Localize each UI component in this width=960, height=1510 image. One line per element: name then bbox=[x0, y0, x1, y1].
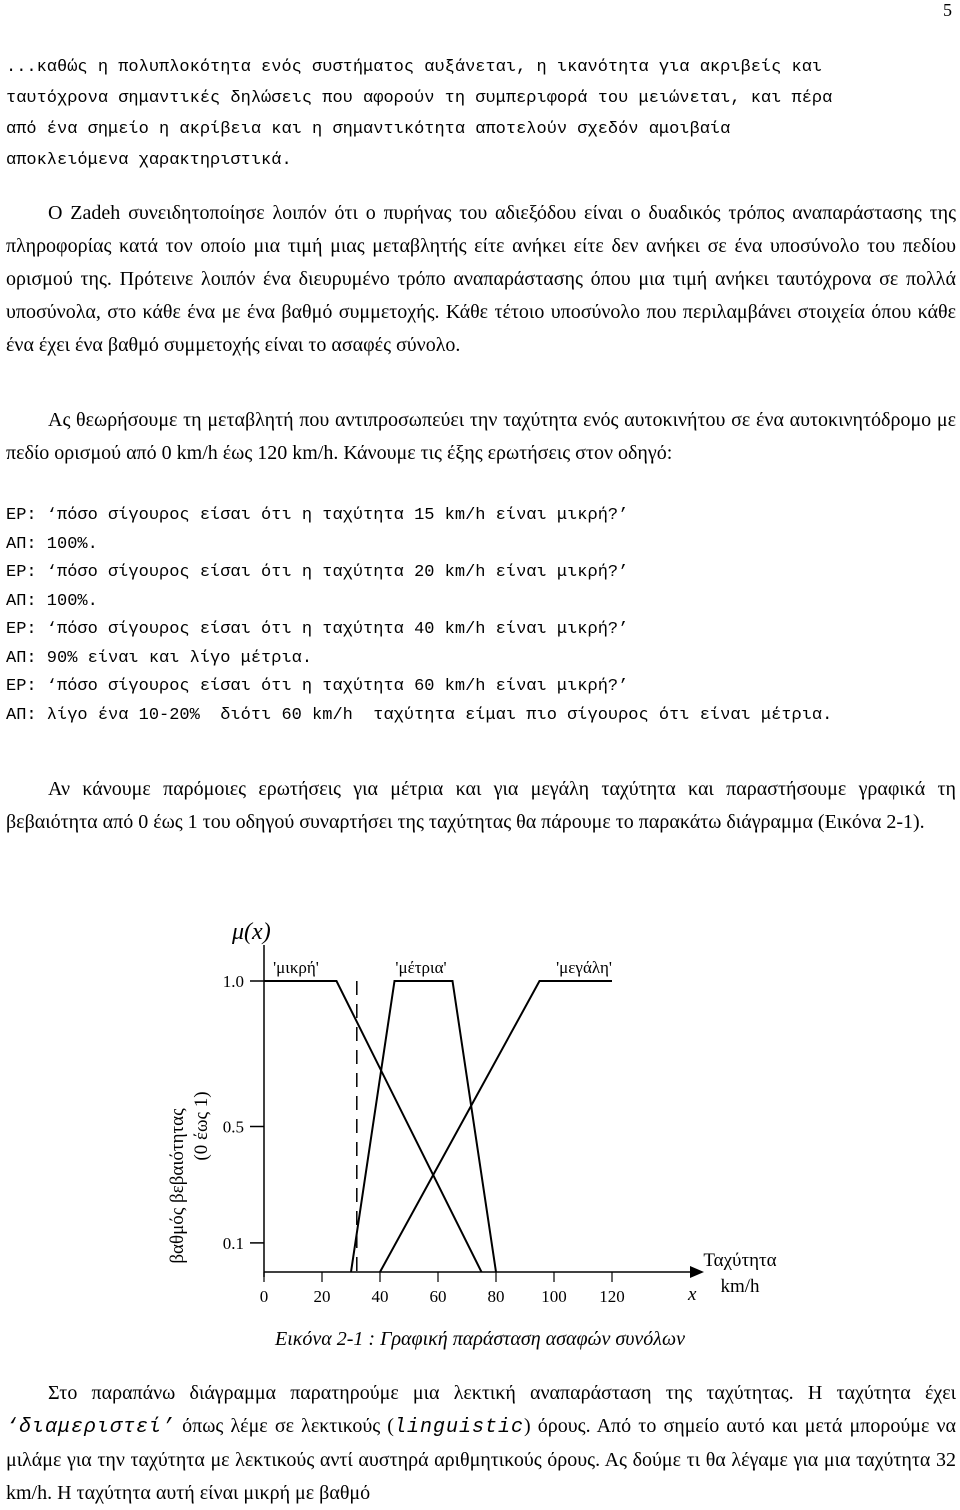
paragraph-graph-text: Αν κάνουμε παρόμοιες ερωτήσεις για μέτρια και για μεγάλη ταχύτητα και παραστήσουμε γραφικά τη βεβαιότητα από 0 έως 1 του οδηγού συναρτήσει της ταχύτητας θα πάρουμε το παρακάτω διάγραμμα (Εικόνα 2-1). bbox=[6, 778, 956, 833]
paragraph-speed bbox=[6, 404, 956, 470]
x-tick-label: 0 bbox=[259, 1287, 269, 1306]
x-tick-label: 20 bbox=[313, 1287, 331, 1306]
paragraph-zadeh-text: Ο Zadeh συνειδητοποίησε λοιπόν ότι ο πυρήνας του αδιεξόδου είναι ο δυαδικός τρόπος αναπαράστασης της πληροφορίας κατά τον οποίο μια τιμή μιας μεταβλητής είτε ανήκει είτε δεν ανήκει σε ένα υποσύνολο του πεδίου ορισμού της. Πρότεινε λοιπόν ένα διευρυμένο τρόπο αναπαράστασης όπου μια τιμή ανήκει ταυτόχρονα σε πολλά υποσύνολα, στο κάθε ένα με ένα βαθμό συμμετοχής. Κάθε τέτοιο υποσύνολο που περιλαμβάνει στοιχεία όπου κάθε ένα έχει ένα βαθμό συμμετοχής είναι το ασαφές σύνολο. bbox=[6, 202, 956, 356]
chart-title: μ(x) bbox=[232, 919, 271, 945]
y-axis-label: βαθμός βεβαιότητας bbox=[167, 1108, 188, 1264]
x-tick-label: 120 bbox=[599, 1287, 625, 1306]
answer-line: ΑΠ: λίγο ένα 10-20% διότι 60 km/h ταχύτητα είμαι πιο σίγουρος ότι είναι μέτρια. bbox=[6, 705, 833, 725]
paragraph-bottom-text bbox=[6, 1377, 956, 1510]
paragraph-speed-text: Ας θεωρήσουμε τη μεταβλητή που αντιπροσωπεύει την ταχύτητα ενός αυτοκινήτου σε ένα αυτοκινητόδρομο με πεδίο ορισμού από 0 km/h έως 120 km/h. Κάνουμε τις έξης ερωτήσεις στον οδηγό: bbox=[6, 409, 956, 464]
x-tick-label: 40 bbox=[371, 1287, 389, 1306]
paragraph-bottom-part2: όπως λέμε σε λεκτικούς ( bbox=[175, 1415, 394, 1437]
paragraph-bottom-part1: Στο παραπάνω διάγραμμα παρατηρούμε μια λεκτική αναπαράσταση της ταχύτητας. Η ταχύτητα έχει bbox=[48, 1382, 956, 1404]
series-label: 'μέτρια' bbox=[395, 958, 447, 977]
paragraph-bottom-part3: ) όρους. Από το σημείο αυτό και μετά μπορούμε να μιλάμε για την ταχύτητα με λεκτικούς αντί αυστηρά αριθμητικούς όρους. Ας δούμε τι θα λέγαμε για μια ταχύτητα 32 km/h. Η ταχύτητα αυτή είναι μικρή με βαθμό bbox=[6, 1415, 956, 1504]
question-line: ΕΡ: ‘πόσο σίγουρος είσαι ότι η ταχύτητα 20 km/h είναι μικρή?’ bbox=[6, 563, 629, 582]
term-linguistic: linguistic bbox=[393, 1416, 524, 1439]
answer-line: ΑΠ: 90% είναι και λίγο μέτρια. bbox=[6, 648, 313, 668]
question-line: ΕΡ: ‘πόσο σίγουρος είσαι ότι η ταχύτητα 60 km/h είναι μικρή?’ bbox=[6, 677, 629, 696]
paragraph-zadeh bbox=[6, 197, 956, 362]
x-tick-label: 80 bbox=[487, 1287, 505, 1306]
quote-line: ταυτόχρονα σημαντικές δηλώσεις που αφορούν τη συμπεριφορά του μειώνεται, και πέρα bbox=[6, 89, 833, 108]
quote-line: ...καθώς η πολυπλοκότητα ενός συστήματος αυξάνεται, η ικανότητα για ακριβείς και bbox=[6, 58, 823, 77]
x-axis-arrow-icon bbox=[690, 1266, 704, 1278]
page-number: 5 bbox=[943, 0, 952, 20]
y-axis-label-range: (0 έως 1) bbox=[191, 1091, 212, 1161]
y-tick-label: 1.0 bbox=[222, 972, 244, 991]
x-tick-label: 100 bbox=[541, 1287, 567, 1306]
paragraph-bottom bbox=[6, 1377, 956, 1510]
term-partitioned: ‘διαμεριστεί’ bbox=[6, 1416, 176, 1439]
quote-block bbox=[6, 52, 956, 176]
question-answer-list bbox=[6, 502, 832, 730]
x-tick-label: 60 bbox=[429, 1287, 447, 1306]
y-tick-label: 0.5 bbox=[222, 1117, 244, 1137]
x-axis-label-unit: km/h bbox=[720, 1276, 760, 1297]
quote-line: από ένα σημείο η ακρίβεια και η σημαντικότητα αποτελούν σχεδόν αμοιβαία bbox=[6, 120, 731, 139]
y-tick-label: 0.1 bbox=[222, 1233, 244, 1253]
question-line: ΕΡ: ‘πόσο σίγουρος είσαι ότι η ταχύτητα 40 km/h είναι μικρή?’ bbox=[6, 620, 629, 639]
question-line: ΕΡ: ‘πόσο σίγουρος είσαι ότι η ταχύτητα 15 km/h είναι μικρή?’ bbox=[6, 506, 629, 525]
paragraph-graph bbox=[6, 773, 956, 839]
x-axis-symbol: x bbox=[688, 1284, 697, 1305]
quote-line: αποκλειόμενα χαρακτηριστικά. bbox=[6, 151, 292, 170]
series-line bbox=[351, 981, 496, 1272]
series-label: 'μεγάλη' bbox=[556, 958, 612, 977]
series-line bbox=[380, 981, 612, 1272]
series-label: 'μικρή' bbox=[273, 958, 319, 977]
answer-line: ΑΠ: 100%. bbox=[6, 591, 98, 611]
x-axis-label: Ταχύτητα bbox=[703, 1250, 777, 1271]
fuzzy-sets-chart bbox=[0, 905, 960, 1325]
figure-caption: Εικόνα 2-1 : Γραφική παράσταση ασαφών συνόλων bbox=[275, 1328, 685, 1350]
answer-line: ΑΠ: 100%. bbox=[6, 534, 98, 554]
